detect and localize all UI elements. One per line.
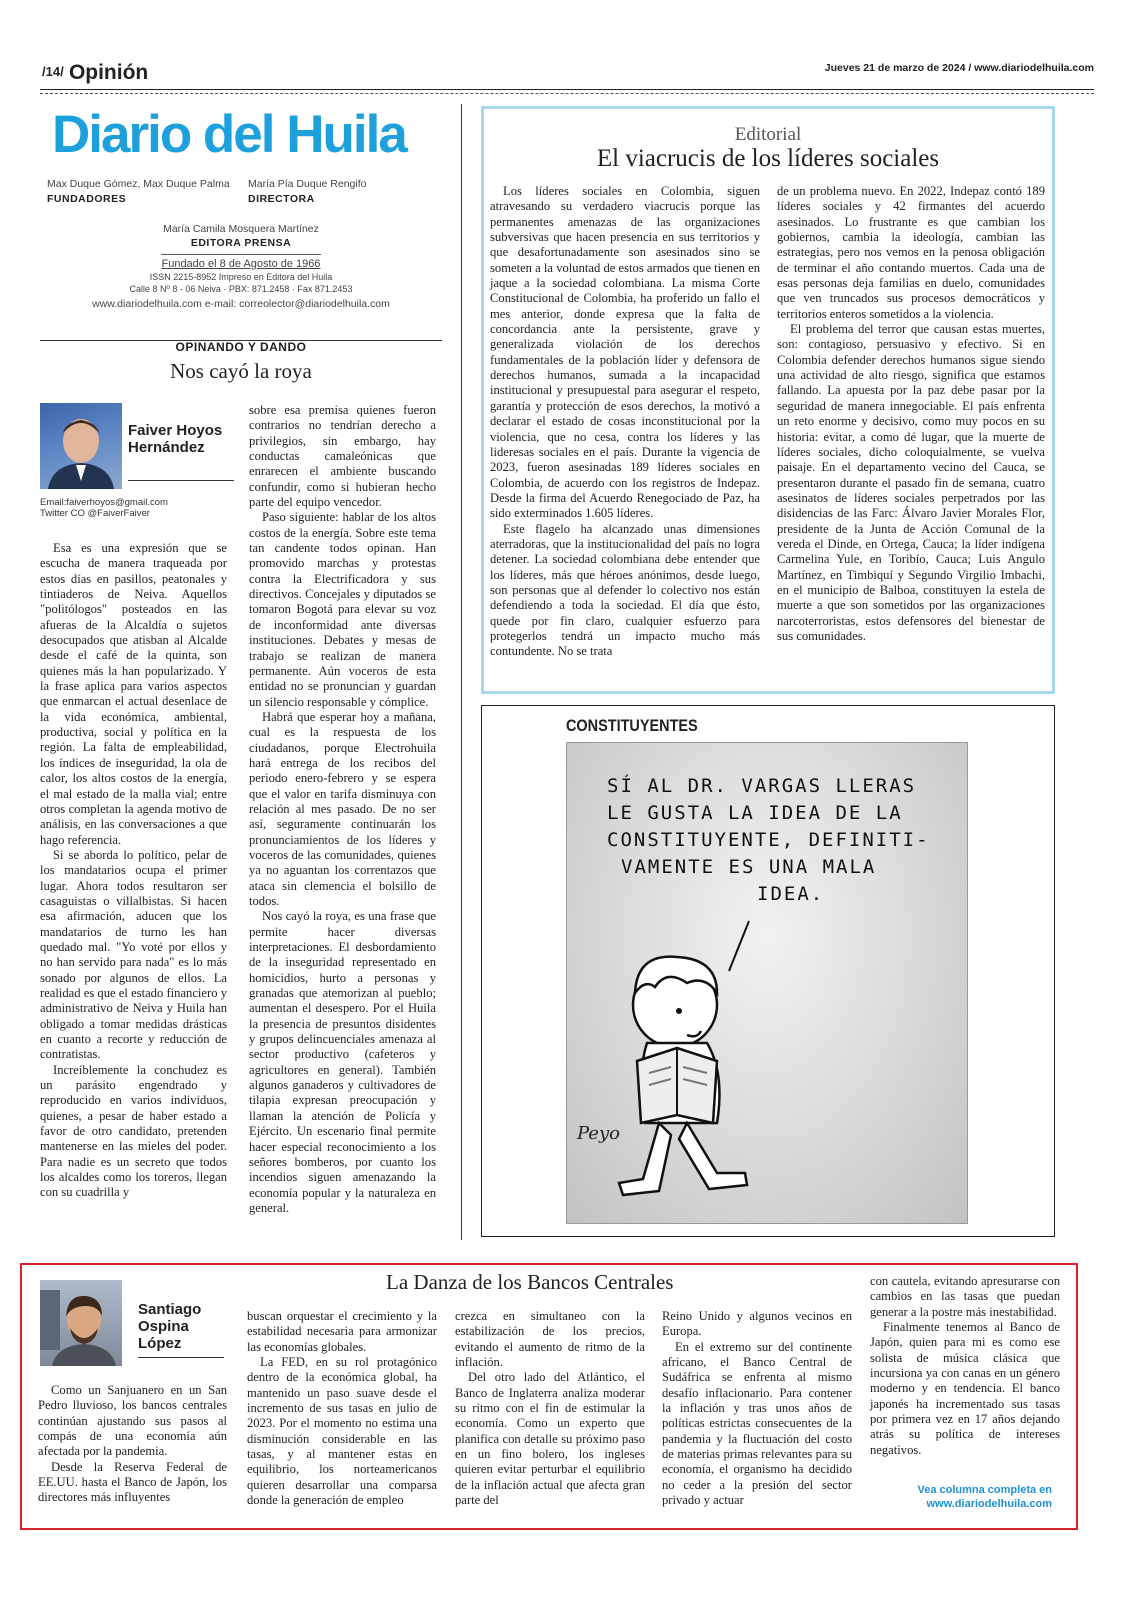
column-header — [40, 340, 442, 384]
paragraph: con cautela, evitando apresurarse con cambios en las tasas que puedan generar a la postre más inestabilidad. — [870, 1274, 1060, 1319]
paragraph: Este flagelo ha alcanzado unas dimensiones aterradoras, que la institucionalidad del país no logra detener. La sociedad colombiana debe entender que los líderes, más que héroes anónimos, desde luego, son personas que al defender lo colectivo nos están defendiendo a toda la sociedad. El día que ésto, quede por fin claro, cualquier esfuerzo para protegerlos tendrá un impacto mucho más contundente. No se trata — [490, 521, 760, 659]
page-section-header — [42, 60, 148, 85]
author-photo — [40, 1280, 122, 1366]
author-contact — [40, 497, 168, 519]
featured-column-box — [20, 1263, 1078, 1530]
paragraph: La FED, en su rol protagónico dentro de la económica global, ha mantenido un paso suave desde el incremento de sus tasas en julio de 2023. Por el momento no estima una disminución considerable en las tasas, y al mantener estas en equilibrio, los norteamericanos quieren desarrollar una comparsa donde la generación de empleo — [247, 1355, 437, 1508]
editor-block — [40, 223, 442, 310]
issue-date: Jueves 21 de marzo de 2024 / www.diariodelhuila.com — [824, 62, 1094, 74]
featured-col-d — [662, 1309, 852, 1508]
editor-name: María Camila Mosquera Martínez — [163, 223, 319, 235]
featured-col-a — [38, 1383, 227, 1506]
full-column-link[interactable]: Vea columna completa en www.diariodelhuila.com — [917, 1484, 1052, 1510]
speech-line: VAMENTE ES UNA MALA — [621, 856, 877, 878]
author-photo — [40, 403, 122, 489]
founders-names: Max Duque Gómez, Max Duque Palma — [47, 178, 230, 190]
paragraph: de un problema nuevo. En 2022, Indepaz contó 189 líderes sociales y 42 firmantes del acuerdo asesinados. Lo frustrante es que cambian los gobiernos, cambia la ideología, cambian las estrategias, pero nos vemos en la penosa obligación de terminar el año contando muertos. Cada una de esas personas deja familias en duelo, comunidades que ven truncados sus procesos democráticos y territorios enteros sometidos a la violencia. — [777, 184, 1045, 321]
author-name: Santiago Ospina López — [138, 1301, 202, 1352]
editorial-title: El viacrucis de los líderes sociales — [596, 145, 940, 172]
editorial-col-b — [777, 184, 1045, 644]
editorial-box — [481, 106, 1055, 694]
boy-reading-newspaper-illustration — [567, 743, 967, 1223]
cartoon-drawing-area — [566, 742, 968, 1224]
featured-col-b — [247, 1309, 437, 1508]
speech-line: LE GUSTA LA IDEA DE LA — [607, 802, 903, 824]
issn-line: ISSN 2215-8952 Impreso en Editora del Huila — [149, 272, 333, 282]
paragraph: Finalmente tenemos al Banco de Japón, quien para mi es como ese solista de música clásica que incursiona ya con canas en un género moderno y en tendencia. El banco japonés ha incrementado sus tasas por primera vez en 17 años dejando atrás su política de intereses negativos. — [870, 1320, 1060, 1457]
paragraph: buscan orquestar el crecimiento y la estabilidad necesaria para armonizar las economías globales. — [247, 1309, 437, 1354]
editorial-kicker: Editorial — [734, 124, 802, 145]
cartoonist-signature: Peyo — [577, 1123, 620, 1144]
founded-date: Fundado el 8 de Agosto de 1966 — [161, 258, 321, 270]
featured-col-e — [870, 1274, 1060, 1458]
paragraph: crezca en simultaneo con la estabilización de los precios, evitando el aumento de ritmo de la inflación. — [455, 1309, 645, 1370]
column-text-col-a — [40, 541, 227, 1201]
editorial-col-a — [490, 184, 760, 660]
editor-role: EDITORA PRENSA — [190, 237, 292, 249]
paragraph: Habrá que esperar hoy a mañana, cual es la respuesta de los ciudadanos, porque Electrohuila hará entrega de los recibos del periodo enero-febrero y se espera que el valor en tarifa disminuya con relación al mes pasado. De no ser así, seguramente continuarán los pronunciamientos de los líderes y voceros de las comunidades, quienes ya no aguantan los correntazos que ataca sin clemencia el bolsillo de todos. — [249, 709, 436, 908]
web-email-line[interactable]: www.diariodelhuila.com e-mail: correolector@diariodelhuila.com — [92, 298, 390, 310]
column-title: Nos cayó la roya — [170, 359, 312, 383]
paragraph: Del otro lado del Atlántico, el Banco de Inglaterra analiza moderar su ritmo con el fin de estimular la economía. Como un experto que planifica con detalle su próximo paso en un fino bolero, los ingleses quieren evitar perturbar el equilibrio de la inflación actual que afecta gran parte del — [455, 1370, 645, 1508]
founders-role: FUNDADORES — [47, 193, 127, 205]
address-line: Calle 8 Nº 8 - 06 Neiva · PBX: 871.2458 · Fax 871.2453 — [129, 284, 353, 294]
paragraph: Esa es una expresión que se escucha de manera traqueada por estos días en pasillos, peatonales y tintiaderos de Neiva. Aquellos "politólogos" posteados en las afueras de la Alcaldía o sujetos desocupados que atisban al Alcalde desde el café de la quinta, son quienes más la han popularizado. Y la frase aplica para varios aspectos que enmarcan el actual desenlace de la vida económica, ambiental, productiva, social y política en la región. La falta de empleabilidad, los índices de inseguridad, la ola de calor, los altos costos de la energía, el mal estado de la malla vial; entre otros completan la agenda motivo de análisis, en las conversaciones a que hago referencia. — [40, 541, 227, 847]
header-rule-dashed — [40, 93, 1094, 94]
paragraph: El problema del terror que causan estas muertes, son: contagioso, persuasivo y efectivo. Si en Colombia defender derechos humanos sigue siendo una actividad de alto riesgo, significa que estamos fallando. La apuesta por la paz debe pasar por la seguridad de manera innegociable. El país enfrenta un reto enorme y decisivo, como muy pocos en su historia: evitar, a como dé lugar, que la muerte de líderes sociales, dicho coloquialmente, se vuelva paisaje. En el departamento vecino del Cauca, se presentaron durante el pasado fin de semana, cuatro asesinatos de líderes sociales perpetrados por las disidencias de las Farc: Álvaro Javier Morales Flor, presidente de la Junta de Acción Comunal de la vereda el Dinde, en Ortega, Cauca; la líder indígena Carmelina Yule, en Toribío, Cauca; Luis Angulo Martínez, en Timbiquí y Segundo Virgilio Imbachi, en el municipio de Balboa, constituyen la estela de muerte a que son sometidos por las organizaciones narcoterroristas, estos defensores del bienestar de sus comunidades. — [777, 322, 1045, 643]
director-block — [248, 178, 366, 205]
founders-block — [47, 178, 230, 205]
author-email[interactable]: Email:faiverhoyos@gmail.com — [40, 497, 168, 508]
cartoon-title: CONSTITUYENTES — [566, 716, 698, 735]
paragraph: Como un Sanjuanero en un San Pedro lluvioso, los bancos centrales continúan ajustando sus pasos al compás de una economía aún afectada por la pandemia. — [38, 1383, 227, 1459]
director-role: DIRECTORA — [248, 193, 315, 205]
paragraph: sobre esa premisa quienes fueron contrarios no tendrían derecho a privilegios, sin embargo, hay conductas camaleónicas que enrarecen el ambiente buscando confundir, como si hubieran hecho parte del equipo vencedor. — [249, 403, 436, 510]
cartoon-box — [481, 705, 1055, 1237]
director-name: María Pía Duque Rengifo — [248, 178, 367, 190]
page-number: /14/ — [42, 64, 64, 79]
featured-col-c — [455, 1309, 645, 1508]
header-rule — [40, 89, 1094, 90]
author-twitter[interactable]: Twitter CO @FaiverFaiver — [40, 508, 150, 519]
paragraph: Reino Unido y algunos vecinos en Europa. — [662, 1309, 852, 1339]
paragraph: Increíblemente la conchudez es un parásito engendrado y reproducido en varios individuos, quienes, a pesar de haber estado a favor de otro candidato, pretenden mantenerse en las mieles del poder. Para nadie es un secreto que todos los alcaldes como los toreros, llegan con su cuadrilla y — [40, 1062, 227, 1200]
speech-line: CONSTITUYENTE, DEFINITI- — [607, 829, 930, 851]
paragraph: Desde la Reserva Federal de EE.UU. hasta el Banco de Japón, los directores más influyentes — [38, 1459, 227, 1505]
paragraph: En el extremo sur del continente africano, el Banco Central de Sudáfrica se enfrenta al mismo desafío inflacionario. Para contener la inflación y tras unos años de políticas estrictas consecuentes de la pandemia y la fluctuación del costo de materias primas relevantes para su economía, el organismo ha decidido no ceder a la presión del sector privado y actuar — [662, 1339, 852, 1508]
paragraph: Si se aborda lo político, pelar de los mandatarios ocupa el primer lugar. Ahora todos resultaron ser casaguistas o villalbistas. Si hacen esa afirmación, aducen que los mandatarios de turno les han quedado mal. "Yo voté por ellos y no han servido para nada" es lo más sonado por algunos de ellos. La realidad es que el estado financiero y administrativo de Neiva y Huila han obligado a tomar medidas drásticas en cuanto a recorte y reducción de contratistas. — [40, 847, 227, 1062]
section-name: Opinión — [68, 61, 149, 84]
speech-line: SÍ AL DR. VARGAS LLERAS — [607, 775, 917, 797]
newspaper-logo: Diario del Huila — [52, 105, 406, 164]
paragraph: Los líderes sociales en Colombia, siguen atravesando su verdadero viacrucis porque las permanentes amenazas de las organizaciones subversivas que hacen presencia en sus territorios y que desafortunadamente son asesinados sino se someten a la voluntad de estos armados que tienen en jaque a la sociedad colombiana. La misma Corte Constitucional de Colombia, ha proferido un fallo el mes anterior, donde expresa que la falta de concordancia ante la persistente, grave y generalizada violación de los derechos fundamentales de la población líder y defensora de derechos humanos, sumada a la incapacidad institucional y presupuestal para asegurar el respeto, garantía y protección de esos derechos, la motivó a declarar el estado de cosas inconstitucional por la violencia, que no cesa, contra los líderes y las lideresas sociales en el país. Durante la vigencia de 2023, fueron asesinadas 189 líderes sociales en Colombia, de acuerdo con los registros de Indepaz. Desde la firma del Acuerdo Renegociado de Paz, ha sido exterminados 1.605 líderes. — [490, 184, 760, 521]
column-text-col-b — [249, 403, 436, 1216]
author-rule — [138, 1357, 224, 1358]
speech-line: IDEA. — [757, 883, 825, 905]
column-kicker: OPINANDO Y DANDO — [175, 340, 307, 354]
author-rule — [128, 480, 234, 481]
paragraph: Nos cayó la roya, es una frase que permite hacer diversas interpretaciones. El desbordamiento de la inseguridad representado en homicidios, hurto a personas y granadas que atemorizan al pueblo; aumentan el desespero. Por el Huila la presencia de presuntos disidentes y grupos delincuenciales amenaza al sector productivo (cafeteros y agricultores en general). También algunos ganaderos y cultivadores de tilapia expresan preocupación y llaman la atención de Policía y Ejército. Un escenario final permite hacer especial reconocimiento a los señores bomberos, por cuanto los incendios siguen amenazando la economía popular y la naturaleza en general. — [249, 909, 436, 1215]
paragraph: Paso siguiente: hablar de los altos costos de la energía. Sobre este tema tan candente todos opinan. Han promovido marchas y protestas contra la Electrificadora y sus directivos. Concejales y diputados se tomaron Bogotá para elevar su voz de inconformidad ante diversas instituciones. Debates y mesas de trabajo se realizan de manera permanente. Aún voceros de esta entidad no se pronuncian y guardan un silencio responsable y cómplice. — [249, 510, 436, 709]
featured-column-title: La Danza de los Bancos Centrales — [386, 1270, 674, 1294]
author-name: Faiver Hoyos Hernández — [128, 422, 223, 456]
vertical-divider — [461, 104, 462, 1240]
